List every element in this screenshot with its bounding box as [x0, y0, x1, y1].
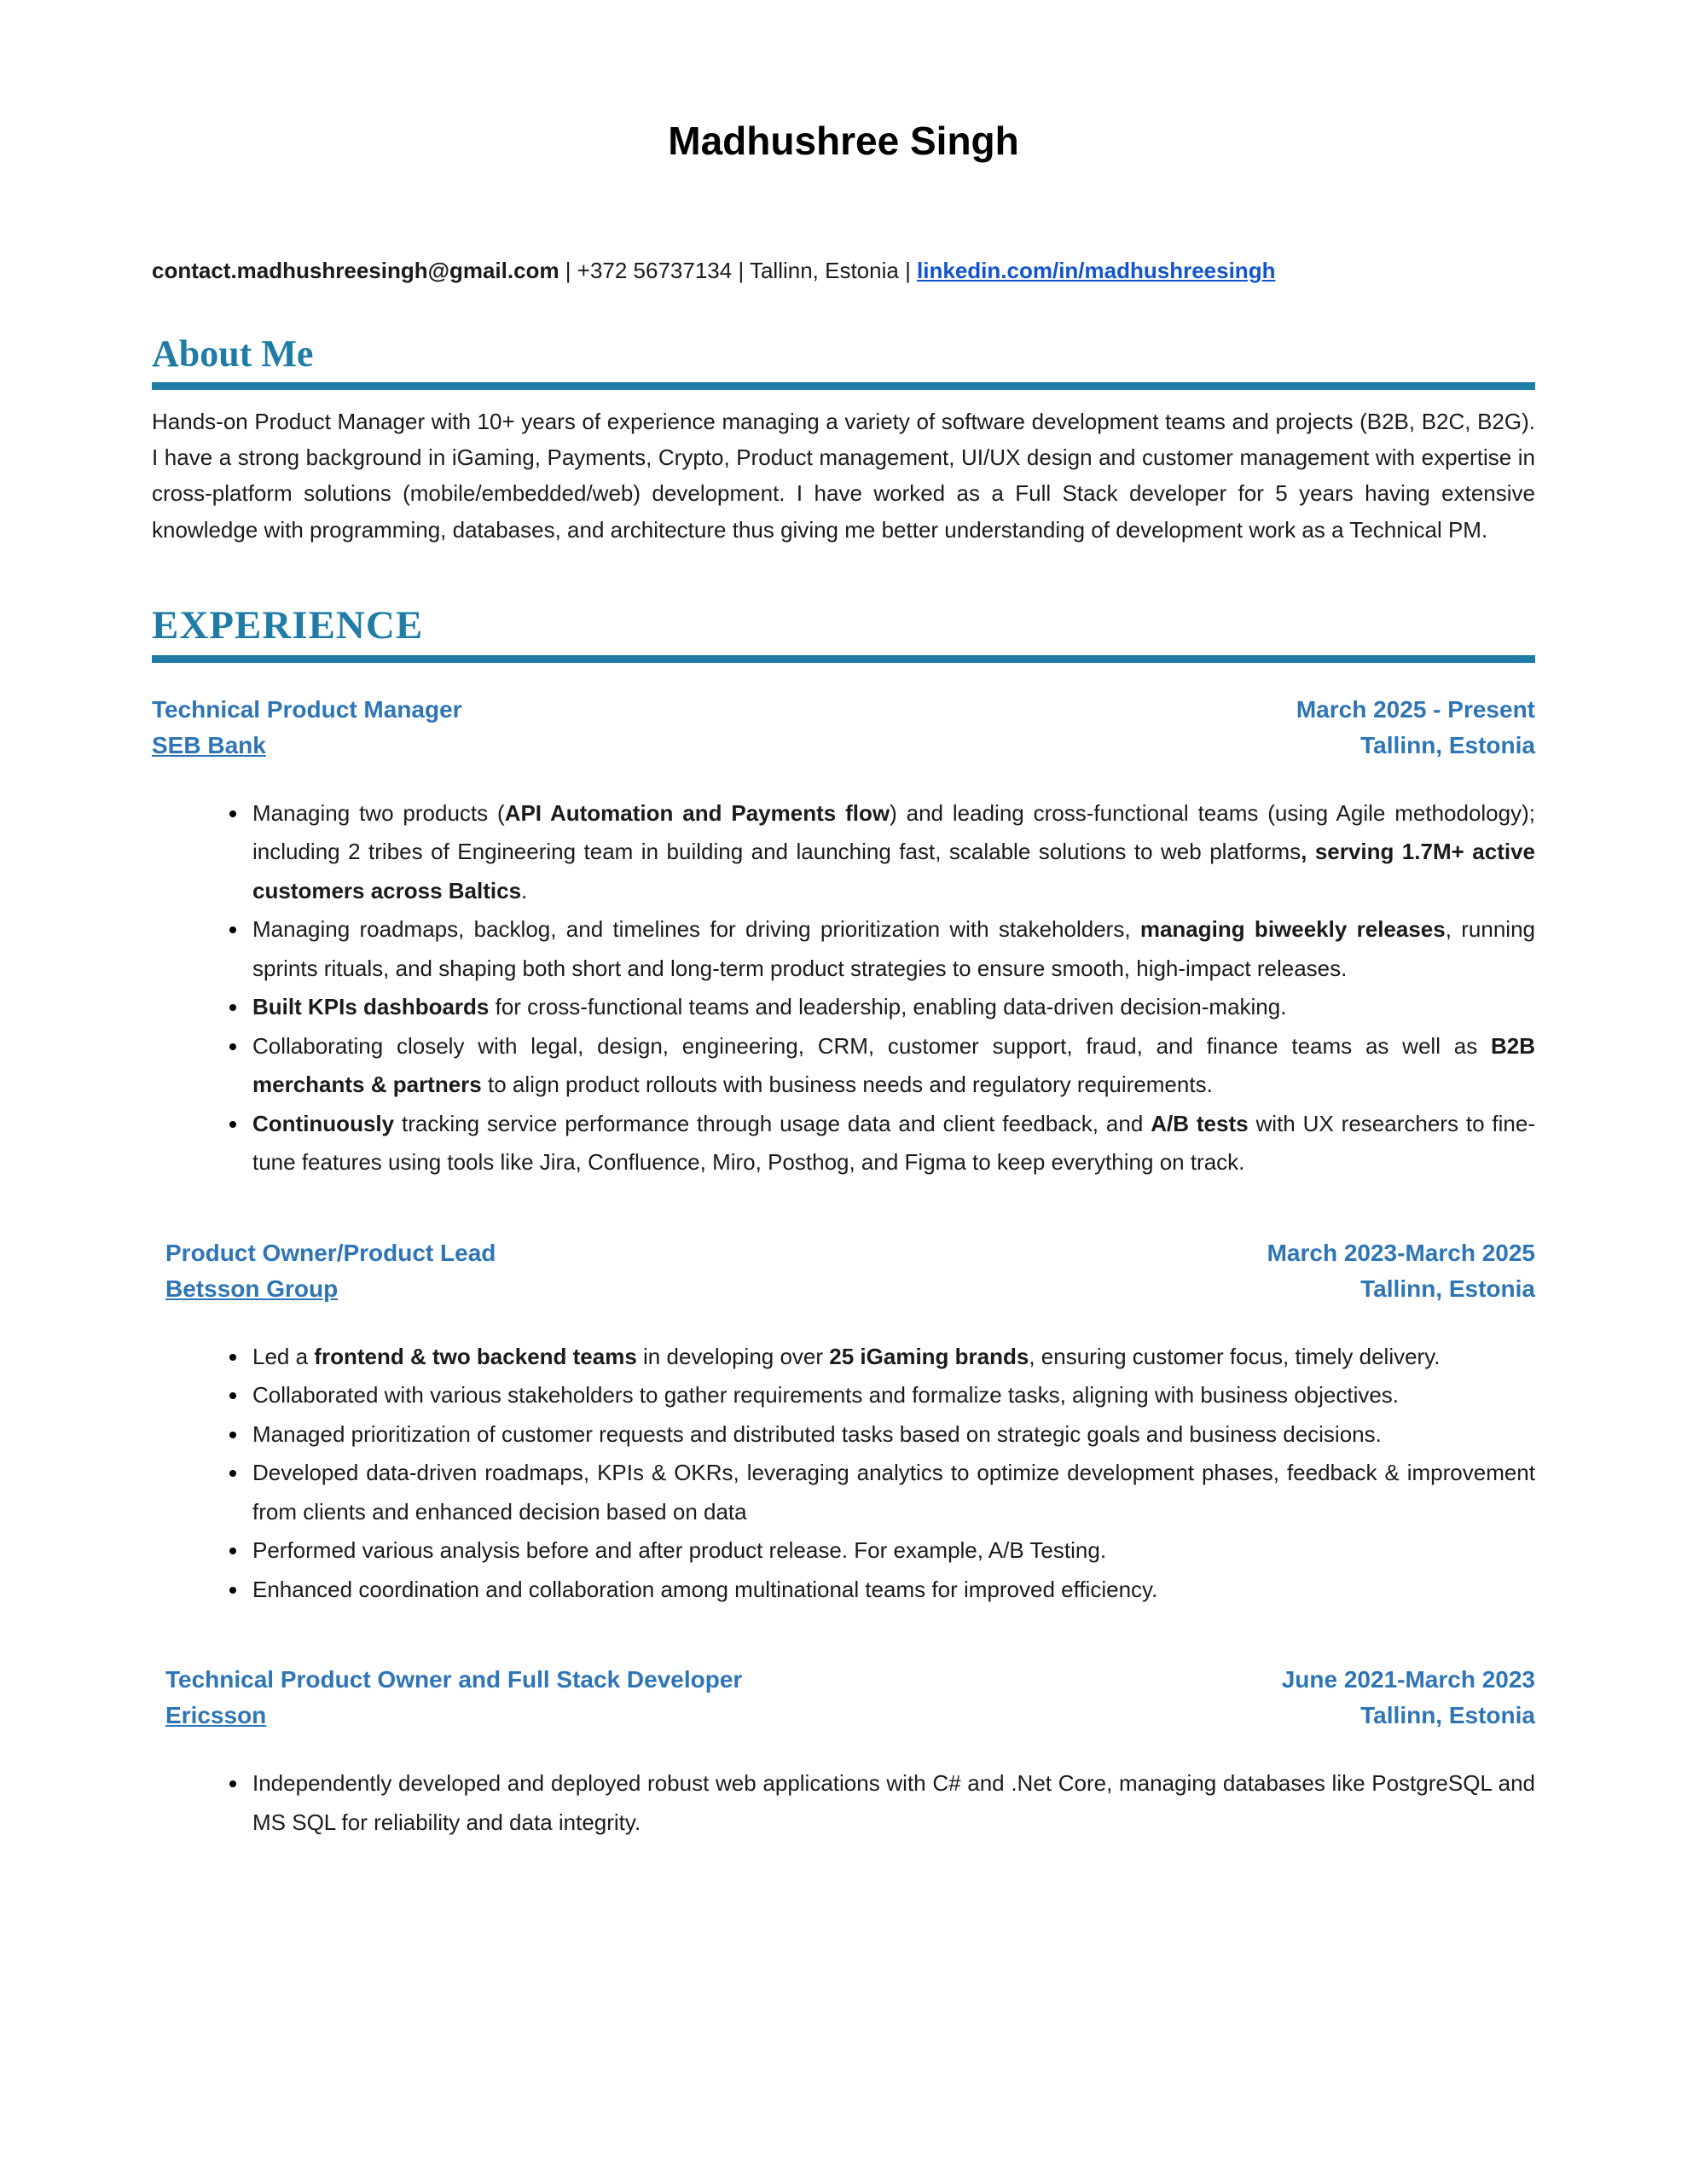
job-title: Product Owner/Product Lead: [165, 1239, 496, 1266]
about-heading: About Me: [152, 333, 1535, 391]
text-segment: Collaborated with various stakeholders to gather requirements and formalize tasks, aligning with business objectives.: [252, 1382, 1400, 1409]
job-location: Tallinn, Estonia: [1360, 1275, 1535, 1302]
text-segment: Managing two products (: [252, 799, 505, 826]
text-segment: API Automation and Payments flow: [504, 799, 890, 826]
text-segment: managing biweekly releases: [1139, 916, 1446, 943]
about-section: [152, 333, 1535, 548]
job-company-row: [152, 1698, 1535, 1734]
bullet-item: [249, 1454, 1535, 1531]
job-title-row: [152, 1235, 1535, 1271]
person-name: Madhushree Singh: [668, 119, 1019, 163]
bullet-item: [249, 1027, 1535, 1105]
text-segment: Collaborating closely with legal, design, engineering, CRM, customer support, fraud, and finance teams as well as: [252, 1032, 1491, 1059]
text-segment: ) and leading cross-functional teams (using Agile methodology); including 2 tribes of Engineering team in building and launching fast, scalable solutions to web platforms: [252, 799, 1535, 865]
text-segment: with UX researchers to fine-tune features using tools like Jira, Confluence, Miro, Posthog, and Figma to keep everything on track.: [252, 1110, 1536, 1176]
job-dates: June 2021-March 2023: [1281, 1666, 1535, 1693]
linkedin-link[interactable]: linkedin.com/in/madhushreesingh: [917, 258, 1276, 284]
job-dates: March 2025 - Present: [1296, 695, 1535, 723]
email-text: contact.madhushreesingh@gmail.com: [152, 258, 559, 284]
bullet-item: [249, 910, 1535, 988]
bullet-list: [152, 794, 1535, 1182]
job-title: Technical Product Owner and Full Stack Developer: [165, 1666, 743, 1693]
text-segment: , ensuring customer focus, timely delivery.: [1029, 1343, 1441, 1369]
job-title-row: [152, 692, 1535, 728]
text-segment: Led a: [252, 1343, 315, 1369]
text-segment: .: [521, 877, 528, 903]
text-segment: Performed various analysis before and after product release. For example, A/B Testing.: [252, 1537, 1107, 1564]
text-segment: Managing roadmaps, backlog, and timelines for driving prioritization with stakeholders,: [252, 916, 1140, 943]
job-title-row: [152, 1662, 1535, 1698]
bullet-item: [249, 794, 1535, 911]
contact-separator-text: | +372 56737134 | Tallinn, Estonia |: [559, 258, 918, 284]
text-segment: Enhanced coordination and collaboration among multinational teams for improved efficiency.: [252, 1576, 1158, 1602]
text-segment: tracking service performance through usage data and client feedback, and: [394, 1110, 1151, 1136]
bullet-item: [249, 1571, 1535, 1610]
bullet-item: [249, 1531, 1535, 1571]
text-segment: frontend & two backend teams: [314, 1343, 637, 1369]
text-segment: Developed data-driven roadmaps, KPIs & OKRs, leveraging analytics to optimize development phases, feedback & improvement from clients and enhanced decision based on data: [252, 1460, 1535, 1525]
job-title: Technical Product Manager: [152, 695, 462, 723]
about-paragraph: Hands-on Product Manager with 10+ years of experience managing a variety of software development teams and projects (B2B, B2C, B2G). I have a strong background in iGaming, Payments, Crypto, Product management, UI/UX design and customer management with expertise in cross-platform solutions (mobile/embedded/web) development. I have worked as a Full Stack developer for 5 years having extensive knowledge with programming, databases, and architecture thus giving me better understanding of development work as a Technical PM.: [152, 409, 1535, 543]
contact-line: [152, 255, 1535, 286]
bullet-item: [249, 1764, 1535, 1842]
bullet-list: [152, 1338, 1535, 1610]
text-segment: A/B tests: [1151, 1110, 1249, 1136]
text-segment: , running sprints rituals, and shaping both short and long-term product strategies to ensure smooth, high-impact releases.: [252, 916, 1535, 981]
bullet-item: [249, 1415, 1535, 1455]
text-segment: Managed prioritization of customer requests and distributed tasks based on strategic goals and business decisions.: [252, 1420, 1382, 1447]
text-segment: 25 iGaming brands: [829, 1343, 1029, 1369]
company-link[interactable]: Ericsson: [165, 1702, 267, 1729]
experience-heading: EXPERIENCE: [152, 602, 1535, 663]
bullet-list: [152, 1764, 1535, 1842]
job-location: Tallinn, Estonia: [1360, 1702, 1535, 1729]
text-segment: Continuously: [252, 1110, 395, 1136]
job-dates: March 2023-March 2025: [1267, 1239, 1535, 1266]
job-company-row: [152, 1271, 1535, 1307]
job-entry: [152, 1662, 1535, 1842]
job-entry: [152, 692, 1535, 1182]
job-entry: [152, 1235, 1535, 1610]
company-link[interactable]: Betsson Group: [165, 1275, 339, 1302]
text-segment: to align product rollouts with business needs and regulatory requirements.: [481, 1072, 1213, 1098]
job-company-row: [152, 728, 1535, 764]
text-segment: for cross-functional teams and leadership, enabling data-driven decision-making.: [489, 994, 1287, 1020]
text-segment: in developing over: [636, 1343, 830, 1369]
job-location: Tallinn, Estonia: [1360, 731, 1535, 758]
text-segment: B2B merchants & partners: [252, 1032, 1535, 1098]
company-link[interactable]: SEB Bank: [152, 731, 266, 758]
text-segment: Built KPIs dashboards: [252, 994, 490, 1020]
bullet-item: [249, 1376, 1535, 1415]
text-segment: Independently developed and deployed robust web applications with C# and .Net Core, managing databases like PostgreSQL and MS SQL for reliability and data integrity.: [252, 1770, 1535, 1835]
bullet-item: [249, 1338, 1535, 1377]
bullet-item: [249, 988, 1535, 1027]
bullet-item: [249, 1105, 1535, 1182]
experience-section: [152, 602, 1535, 1843]
text-segment: , serving 1.7M+ active customers across Baltics: [252, 839, 1535, 903]
jobs-list: [152, 692, 1535, 1843]
